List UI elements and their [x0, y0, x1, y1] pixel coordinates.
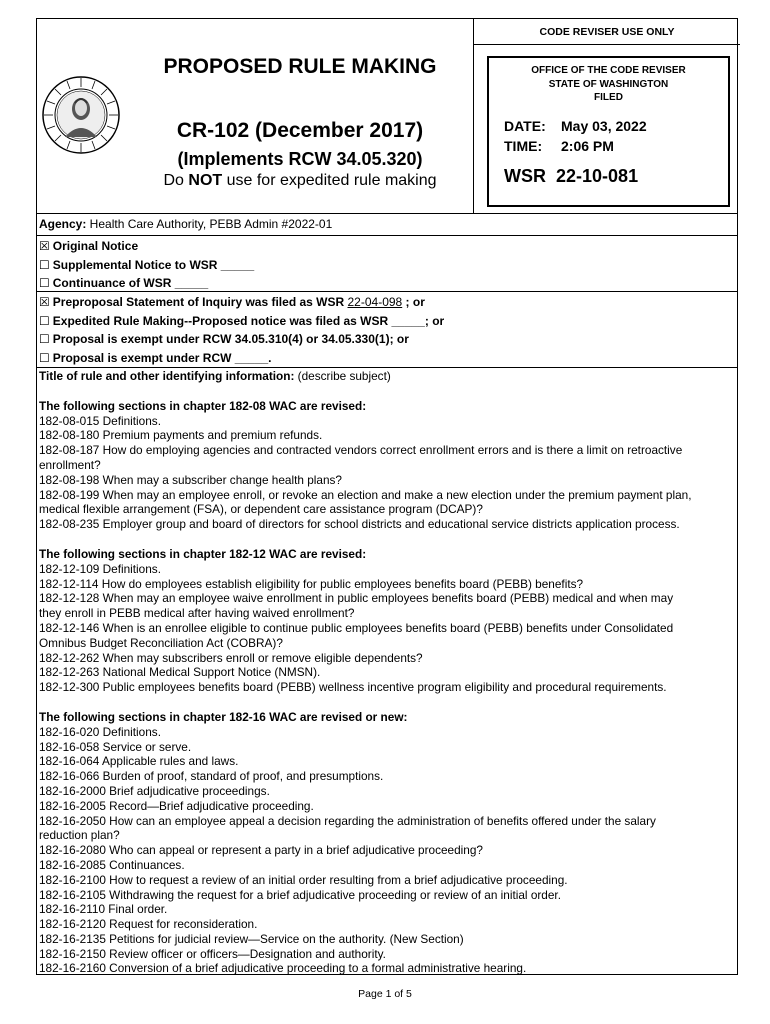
wac-section-line: 182-08-199 When may an employee enroll, or revoke an election and make a new election under the premium payment plan, [39, 487, 692, 502]
wac-section-line: 182-12-263 National Medical Support Notice (NMSN). [39, 665, 321, 680]
wac-section-line: 182-16-2085 Continuances. [39, 857, 185, 872]
agency-label: Agency: [39, 217, 87, 231]
filing-stamp [487, 56, 730, 207]
notice-type-section [37, 236, 737, 292]
not-emphasis: NOT [188, 172, 223, 189]
checkbox-exempt-rcw[interactable]: ☐ Proposal is exempt under RCW _____. [39, 350, 272, 365]
wac-section-line: 182-16-020 Definitions. [39, 724, 161, 739]
wac-section-line: 182-12-262 When may subscribers enroll or remove eligible dependents? [39, 650, 423, 665]
wac-section-line: 182-08-180 Premium payments and premium refunds. [39, 428, 323, 443]
wac-section-line: 182-12-128 When may an employee waive enrollment in public employees benefits board (PEBB) medical and when may [39, 591, 674, 606]
checkbox-continuance[interactable]: ☐ Continuance of WSR _____ [39, 276, 209, 290]
section-group-heading: The following sections in chapter 182-08 WAC are revised: [39, 398, 367, 413]
wac-section-line: enrollment? [39, 457, 101, 472]
checkbox-checked-icon[interactable]: ☒ [39, 239, 50, 253]
form-implements: (Implements RCW 34.05.320) [177, 149, 423, 169]
filing-date: DATE: May 03, 2022 [504, 118, 647, 134]
wac-section-line: 182-08-015 Definitions. [39, 413, 161, 428]
checkbox-original-notice[interactable]: ☒ Original Notice [39, 239, 139, 253]
checkbox-empty-icon[interactable]: ☐ [39, 276, 50, 290]
state-seal-icon [41, 75, 121, 155]
form-header [36, 18, 738, 213]
expedited-warning: Do NOT use for expedited rule making [163, 172, 437, 189]
wac-section-line: 182-16-2000 Brief adjudicative proceedings. [39, 783, 270, 798]
wac-section-line: 182-16-2100 How to request a review of an initial order resulting from a brief adjudicative proceeding. [39, 872, 568, 887]
agency-row [37, 214, 737, 236]
section-group-heading: The following sections in chapter 182-16 WAC are revised or new: [39, 709, 408, 724]
wac-section-groups [39, 399, 735, 976]
wac-section-line: 182-16-064 Applicable rules and laws. [39, 754, 239, 769]
checkbox-exempt-310[interactable]: ☐ Proposal is exempt under RCW 34.05.310(4) or 34.05.330(1); or [39, 332, 409, 346]
wac-section-line: 182-16-2105 Withdrawing the request for a brief adjudicative proceeding or review of an initial order. [39, 887, 561, 902]
checkbox-expedited[interactable]: ☐ Expedited Rule Making--Proposed notice was filed as WSR _____; or [39, 313, 445, 328]
preproposal-wsr: 22-04-098 [347, 295, 403, 309]
title-heading: Title of rule and other identifying information: (describe subject) [39, 369, 391, 383]
section-group-heading: The following sections in chapter 182-12 WAC are revised: [39, 546, 367, 561]
wsr-number: WSR 22-10-081 [504, 166, 639, 186]
wac-section-line: 182-16-2120 Request for reconsideration. [39, 917, 258, 932]
form-body [36, 213, 738, 975]
wac-section-line: 182-16-2005 Record—Brief adjudicative proceeding. [39, 798, 314, 813]
page-number: Page 1 of 5 [358, 988, 412, 1000]
wac-section-line: 182-12-146 When is an enrollee eligible to continue public employees benefits board (PEBB) benefits under Consolidated [39, 620, 674, 635]
wac-section-line: medical flexible arrangement (FSA), or dependent care assistance program (DCAP)? [39, 502, 483, 517]
checkbox-supplemental-notice[interactable]: ☐ Supplemental Notice to WSR _____ [39, 257, 255, 272]
form-id: CR-102 (December 2017) [176, 119, 424, 142]
agency-value: Health Care Authority, PEBB Admin #2022-01 [86, 217, 333, 231]
wac-section-line: 182-08-198 When may a subscriber change health plans? [39, 472, 342, 487]
checkbox-empty-icon[interactable]: ☐ [39, 332, 50, 346]
checkbox-empty-icon[interactable]: ☐ [39, 257, 50, 272]
header-title-block [37, 19, 473, 214]
wac-section-line: 182-16-2080 Who can appeal or represent a party in a brief adjudicative proceeding? [39, 843, 483, 858]
wac-section-line: 182-16-2110 Final order. [39, 902, 168, 917]
wac-section-line: 182-16-058 Service or serve. [39, 739, 192, 754]
wac-section-line: 182-16-2050 How can an employee appeal a decision regarding the administration of benefits offered under the salary [39, 813, 656, 828]
wac-section-line: they enroll in PEBB medical after having waived enrollment? [39, 606, 355, 621]
checkbox-empty-icon[interactable]: ☐ [39, 350, 50, 365]
checkbox-empty-icon[interactable]: ☐ [39, 313, 50, 328]
stamp-office: OFFICE OF THE CODE REVISER STATE OF WASHINGTON FILED [531, 65, 686, 103]
form-title: PROPOSED RULE MAKING [163, 55, 437, 78]
wac-section-line: 182-08-235 Employer group and board of directors for school districts and educational service districts application process. [39, 517, 680, 532]
code-reviser-header: CODE REVISER USE ONLY [474, 19, 740, 45]
wac-section-line: 182-08-187 How do employing agencies and contracted vendors correct enrollment errors and is there a limit on retroactive [39, 443, 683, 458]
preproposal-section [37, 292, 737, 368]
wac-section-line: 182-16-2150 Review officer or officers—Designation and authority. [39, 946, 386, 961]
title-section [37, 368, 737, 976]
wac-section-line: 182-16-2135 Petitions for judicial review—Service on the authority. (New Section) [39, 931, 464, 946]
wac-section-line: 182-12-109 Definitions. [39, 561, 161, 576]
checkbox-preproposal[interactable]: ☒ Preproposal Statement of Inquiry was filed as WSR 22-04-098 ; or [39, 295, 425, 309]
wac-section-line: reduction plan? [39, 828, 120, 843]
filing-time: TIME: 2:06 PM [504, 138, 614, 154]
wac-section-line: 182-12-114 How do employees establish eligibility for public employees benefits board (PEBB) benefits? [39, 576, 584, 591]
wac-section-line: 182-16-2160 Conversion of a brief adjudicative proceeding to a formal administrative hearing. [39, 961, 527, 976]
wac-section-line: 182-12-300 Public employees benefits board (PEBB) wellness incentive program eligibility and procedural requirements. [39, 680, 667, 695]
wac-section-line: 182-16-066 Burden of proof, standard of proof, and presumptions. [39, 769, 384, 784]
wac-section-line: Omnibus Budget Reconciliation Act (COBRA)? [39, 635, 283, 650]
checkbox-checked-icon[interactable]: ☒ [39, 295, 50, 309]
code-reviser-panel [473, 19, 739, 214]
